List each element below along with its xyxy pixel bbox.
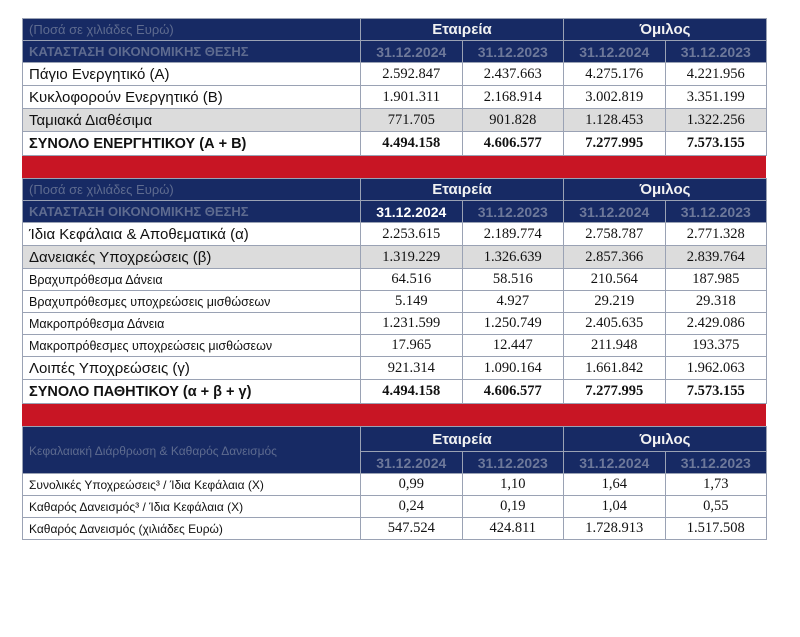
table-row xyxy=(23,246,767,269)
date-header-row xyxy=(23,41,767,63)
cell-value: 7.277.995 xyxy=(564,132,666,156)
date-header: 31.12.2023 xyxy=(665,201,767,223)
table-row xyxy=(23,269,767,291)
cell-value: 58.516 xyxy=(462,269,564,291)
cell-value: 3.002.819 xyxy=(564,86,666,109)
total-row xyxy=(23,132,767,156)
date-header: 31.12.2024 xyxy=(564,41,666,63)
row-label: ΣΥΝΟΛΟ ΕΝΕΡΓΗΤΙΚΟΥ (Α + Β) xyxy=(23,132,361,156)
cell-value: 1.319.229 xyxy=(361,246,463,269)
cell-value: 187.985 xyxy=(665,269,767,291)
section-heading: Κεφαλαιακή Διάρθρωση & Καθαρός Δανεισμός xyxy=(23,427,361,474)
date-header: 31.12.2023 xyxy=(462,201,564,223)
cell-value: 7.277.995 xyxy=(564,380,666,404)
cell-value: 2.429.086 xyxy=(665,313,767,335)
cell-value: 29.318 xyxy=(665,291,767,313)
cell-value: 2.857.366 xyxy=(564,246,666,269)
date-header-row xyxy=(23,201,767,223)
cell-value: 5.149 xyxy=(361,291,463,313)
row-label: Λοιπές Υποχρεώσεις (γ) xyxy=(23,357,361,380)
cell-value: 4.606.577 xyxy=(462,132,564,156)
company-header: Εταιρεία xyxy=(361,427,564,452)
cell-value: 1.728.913 xyxy=(564,518,666,540)
group-header: Όμιλος xyxy=(564,19,767,41)
cell-value: 1.090.164 xyxy=(462,357,564,380)
cell-value: 2.168.914 xyxy=(462,86,564,109)
amounts-note: (Ποσά σε χιλιάδες Ευρώ) xyxy=(23,179,361,201)
row-label: Βραχυπρόθεσμες υποχρεώσεις μισθώσεων xyxy=(23,291,361,313)
cell-value: 2.839.764 xyxy=(665,246,767,269)
header-row xyxy=(23,427,767,452)
row-label: Ίδια Κεφάλαια & Αποθεματικά (α) xyxy=(23,223,361,246)
row-label: Συνολικές Υποχρεώσεις³ / Ίδια Κεφάλαια (Χ) xyxy=(23,474,361,496)
amounts-note: (Ποσά σε χιλιάδες Ευρώ) xyxy=(23,19,361,41)
section-heading: ΚΑΤΑΣΤΑΣΗ ΟΙΚΟΝΟΜΙΚΗΣ ΘΕΣΗΣ xyxy=(23,41,361,63)
date-header: 31.12.2024 xyxy=(361,41,463,63)
date-header: 31.12.2024 xyxy=(564,452,666,474)
cell-value: 0,24 xyxy=(361,496,463,518)
company-header: Εταιρεία xyxy=(361,19,564,41)
cell-value: 3.351.199 xyxy=(665,86,767,109)
cell-value: 1,04 xyxy=(564,496,666,518)
cell-value: 29.219 xyxy=(564,291,666,313)
cell-value: 193.375 xyxy=(665,335,767,357)
cell-value: 0,99 xyxy=(361,474,463,496)
date-header: 31.12.2023 xyxy=(665,452,767,474)
cell-value: 2.437.663 xyxy=(462,63,564,86)
group-header: Όμιλος xyxy=(564,427,767,452)
cell-value: 64.516 xyxy=(361,269,463,291)
cell-value: 771.705 xyxy=(361,109,463,132)
cell-value: 1.962.063 xyxy=(665,357,767,380)
cell-value: 1.128.453 xyxy=(564,109,666,132)
cell-value: 17.965 xyxy=(361,335,463,357)
table-row xyxy=(23,335,767,357)
cell-value: 2.189.774 xyxy=(462,223,564,246)
row-label: Ταμιακά Διαθέσιμα xyxy=(23,109,361,132)
cell-value: 2.758.787 xyxy=(564,223,666,246)
cell-value: 547.524 xyxy=(361,518,463,540)
cell-value: 7.573.155 xyxy=(665,380,767,404)
financial-position-liabilities-table xyxy=(22,178,767,404)
capital-structure-table xyxy=(22,426,767,540)
cell-value: 1.901.311 xyxy=(361,86,463,109)
cell-value: 7.573.155 xyxy=(665,132,767,156)
cell-value: 1.250.749 xyxy=(462,313,564,335)
table-row xyxy=(23,291,767,313)
date-header: 31.12.2023 xyxy=(462,41,564,63)
financial-tables xyxy=(22,18,766,540)
cell-value: 424.811 xyxy=(462,518,564,540)
cell-value: 1,10 xyxy=(462,474,564,496)
row-label: Μακροπρόθεσμα Δάνεια xyxy=(23,313,361,335)
date-header: 31.12.2024 xyxy=(361,201,463,223)
row-label: Καθαρός Δανεισμός (χιλιάδες Ευρώ) xyxy=(23,518,361,540)
row-label: Κυκλοφορούν Ενεργητικό (Β) xyxy=(23,86,361,109)
cell-value: 12.447 xyxy=(462,335,564,357)
section-heading: ΚΑΤΑΣΤΑΣΗ ΟΙΚΟΝΟΜΙΚΗΣ ΘΕΣΗΣ xyxy=(23,201,361,223)
date-header: 31.12.2024 xyxy=(564,201,666,223)
row-label: Πάγιο Ενεργητικό (Α) xyxy=(23,63,361,86)
total-row xyxy=(23,380,767,404)
date-header: 31.12.2023 xyxy=(665,41,767,63)
group-header: Όμιλος xyxy=(564,179,767,201)
cell-value: 4.494.158 xyxy=(361,132,463,156)
row-label: Βραχυπρόθεσμα Δάνεια xyxy=(23,269,361,291)
table-row xyxy=(23,474,767,496)
cell-value: 1.517.508 xyxy=(665,518,767,540)
cell-value: 0,55 xyxy=(665,496,767,518)
cell-value: 1.661.842 xyxy=(564,357,666,380)
red-separator xyxy=(22,404,766,426)
cell-value: 4.275.176 xyxy=(564,63,666,86)
table-row xyxy=(23,357,767,380)
table-row xyxy=(23,496,767,518)
cell-value: 901.828 xyxy=(462,109,564,132)
cell-value: 210.564 xyxy=(564,269,666,291)
cell-value: 2.405.635 xyxy=(564,313,666,335)
cell-value: 921.314 xyxy=(361,357,463,380)
cell-value: 0,19 xyxy=(462,496,564,518)
cell-value: 1,73 xyxy=(665,474,767,496)
table-row xyxy=(23,223,767,246)
cell-value: 1.322.256 xyxy=(665,109,767,132)
row-label: ΣΥΝΟΛΟ ΠΑΘΗΤΙΚΟΥ (α + β + γ) xyxy=(23,380,361,404)
row-label: Δανειακές Υποχρεώσεις (β) xyxy=(23,246,361,269)
table-row xyxy=(23,518,767,540)
red-separator xyxy=(22,156,766,178)
date-header: 31.12.2024 xyxy=(361,452,463,474)
cell-value: 1,64 xyxy=(564,474,666,496)
cell-value: 4.494.158 xyxy=(361,380,463,404)
table-row xyxy=(23,109,767,132)
cell-value: 2.253.615 xyxy=(361,223,463,246)
cell-value: 4.927 xyxy=(462,291,564,313)
header-row xyxy=(23,19,767,41)
table-row xyxy=(23,63,767,86)
cell-value: 1.326.639 xyxy=(462,246,564,269)
cell-value: 1.231.599 xyxy=(361,313,463,335)
row-label: Καθαρός Δανεισμός³ / Ίδια Κεφάλαια (Χ) xyxy=(23,496,361,518)
cell-value: 211.948 xyxy=(564,335,666,357)
table-row xyxy=(23,313,767,335)
header-row xyxy=(23,179,767,201)
cell-value: 2.771.328 xyxy=(665,223,767,246)
financial-position-assets-table xyxy=(22,18,767,156)
date-header: 31.12.2023 xyxy=(462,452,564,474)
cell-value: 4.606.577 xyxy=(462,380,564,404)
row-label: Μακροπρόθεσμες υποχρεώσεις μισθώσεων xyxy=(23,335,361,357)
cell-value: 2.592.847 xyxy=(361,63,463,86)
cell-value: 4.221.956 xyxy=(665,63,767,86)
company-header: Εταιρεία xyxy=(361,179,564,201)
table-row xyxy=(23,86,767,109)
